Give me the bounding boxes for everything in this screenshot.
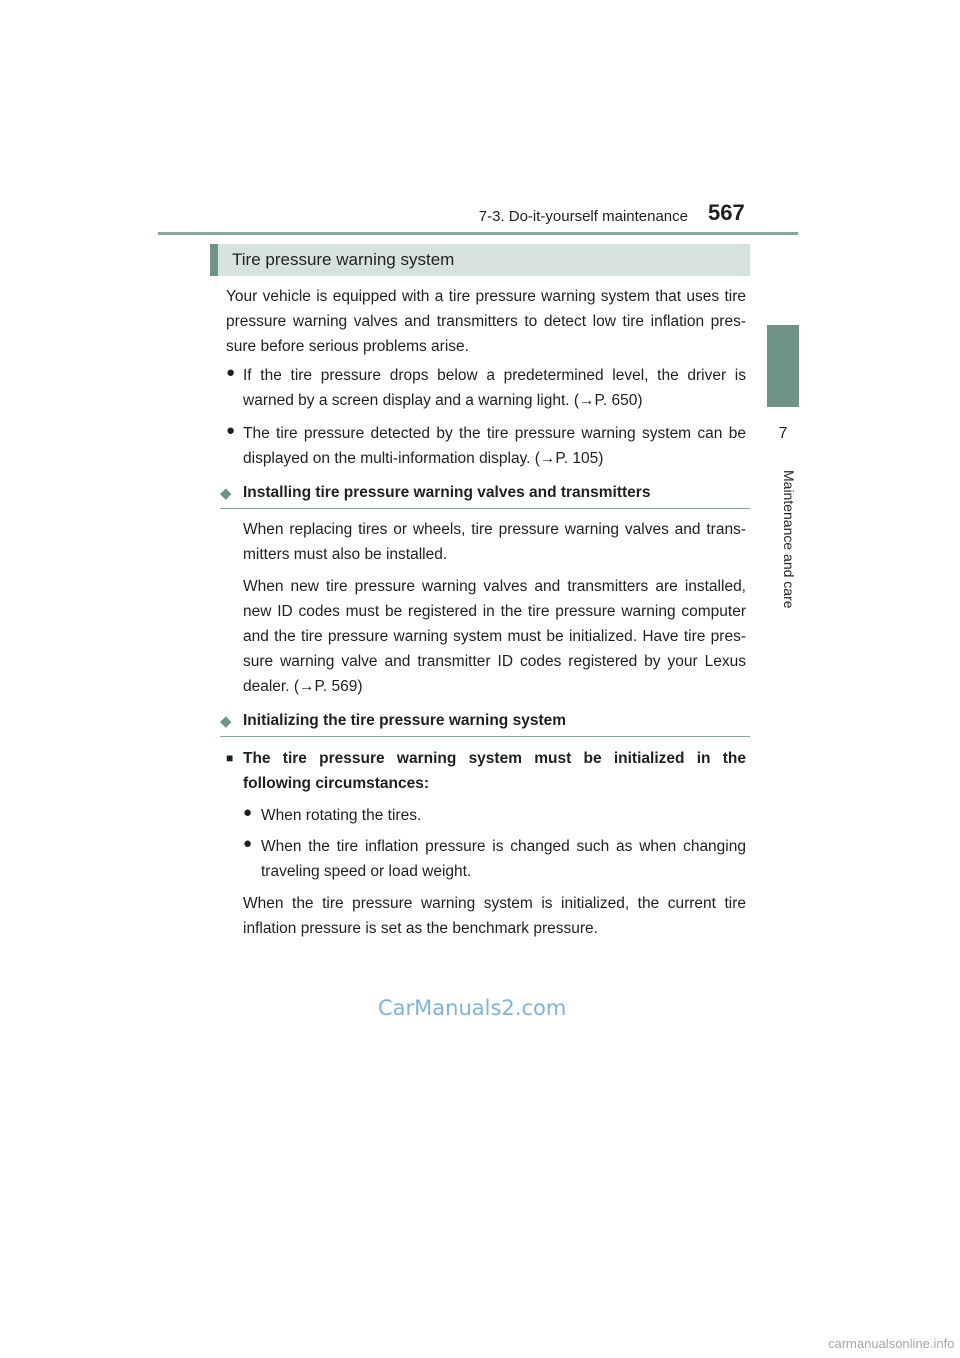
watermark: CarManuals2.com [378,996,567,1020]
chapter-tab [767,325,799,407]
diamond-icon: ◆ [220,713,232,730]
section-title: Tire pressure warning system [232,250,455,269]
section-title-bar [210,244,750,276]
chapter-label: Maintenance and care [781,470,797,609]
subsection-heading: Installing tire pressure warning valves and transmitters [243,484,651,501]
diamond-icon: ◆ [220,485,232,502]
bullet-icon: ● [243,835,253,852]
bullet-icon: ● [226,364,236,381]
bullet-item: If the tire pressure drops below a predetermined level, the driver is warned by a screen display and a warning light. (→P. 650) [243,367,746,409]
chapter-label-container [767,470,799,690]
subsection-rule [220,508,750,509]
header-rule [158,232,798,235]
footer-watermark: carmanualsonline.info [828,1336,955,1351]
page-number: 567 [708,200,745,225]
bold-item: The tire pressure warning system must be initialized in the following circumstances: [243,750,746,792]
bullet-item: The tire pressure detected by the tire pressure warning system can be displayed on the multi-information display. (→P. 105) [243,425,746,467]
subsection-heading: Initializing the tire pressure warning system [243,712,567,729]
bullet-item: When the tire inflation pressure is changed such as when changing traveling speed or load weight. [261,838,746,880]
bullet-item: When rotating the tires. [261,807,422,824]
closing-paragraph: When the tire pressure warning system is initialized, the current tire inflation pressure is set as the benchmark pressure. [243,895,746,937]
bullet-icon: ● [226,422,236,439]
intro-paragraph: Your vehicle is equipped with a tire pressure warning system that uses tire pressure warning valves and transmitters to detect low tire inflation pres-sure before serious problems arise. [226,288,746,355]
chapter-number: 7 [778,425,788,442]
subsection-paragraph: When new tire pressure warning valves and transmitters are installed, new ID codes must be registered in the tire pressure warning computer and the tire pressure warning system must be initialized. Have tire pres-sure warning valve and transmitter ID codes registered by your Lexus dealer. (→P. 569) [243,578,746,695]
subsection-paragraph: When replacing tires or wheels, tire pressure warning valves and trans-mitters must also be installed. [243,521,746,563]
square-bullet-icon: ■ [226,751,234,765]
bullet-icon: ● [243,804,253,821]
running-header: 7-3. Do-it-yourself maintenance [478,208,688,225]
subsection-rule [220,736,750,737]
